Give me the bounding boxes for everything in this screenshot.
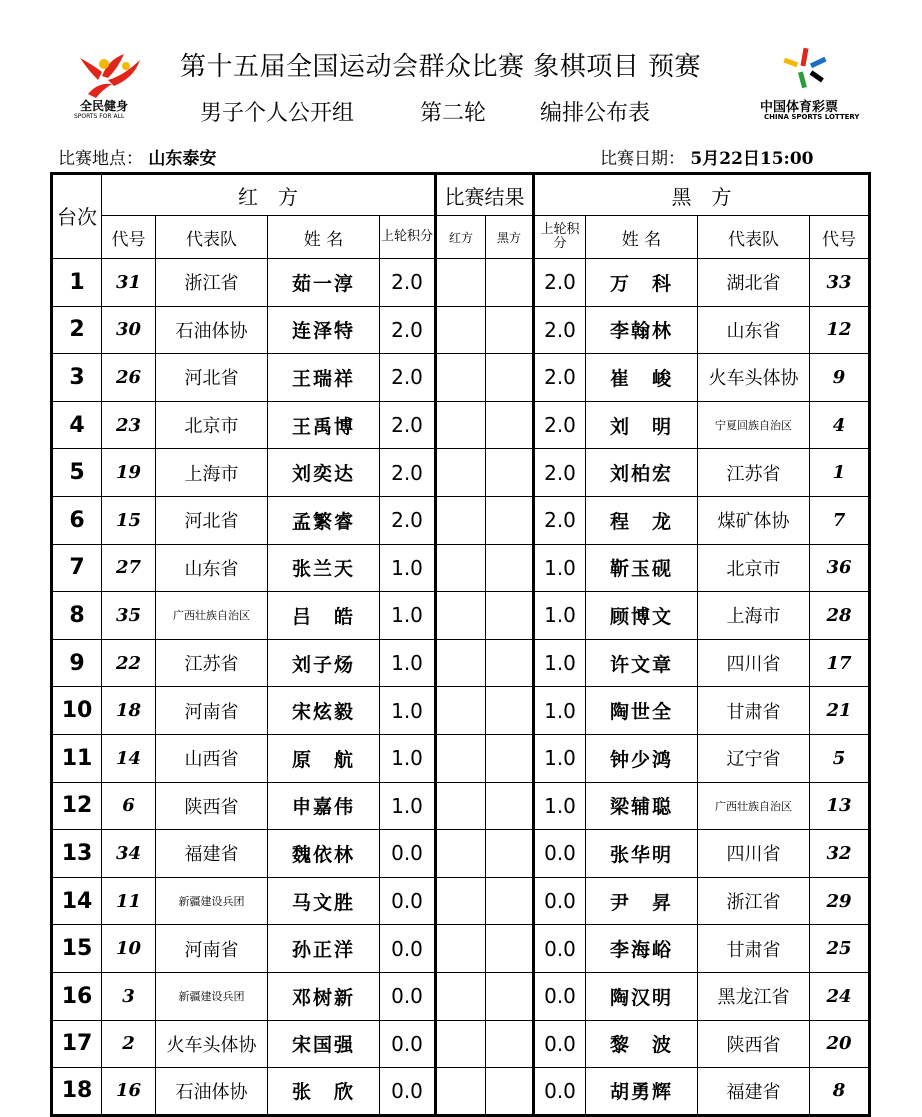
red-name: 刘子炀 [268,639,380,687]
result-black [486,401,534,449]
red-name: 连泽特 [268,306,380,354]
result-red [436,354,486,402]
table-no: 17 [52,1020,102,1068]
logo-left-caption: 全民健身 [80,99,129,113]
china-sports-lottery-logo [752,46,862,126]
red-code: 23 [102,401,156,449]
black-team: 江苏省 [698,449,810,497]
table-no: 12 [52,782,102,830]
black-prev-score: 1.0 [534,544,586,592]
header-table-no: 台次 [52,174,102,259]
table-row [52,1020,870,1068]
result-red [436,592,486,640]
black-team: 甘肃省 [698,687,810,735]
red-team: 石油体协 [156,306,268,354]
red-team: 新疆建设兵团 [156,877,268,925]
doc-type-label: 编排公布表 [540,101,651,126]
black-prev-score: 2.0 [534,259,586,307]
black-team: 浙江省 [698,877,810,925]
result-red [436,877,486,925]
result-black [486,496,534,544]
black-prev-score: 2.0 [534,354,586,402]
result-black [486,259,534,307]
result-red [436,782,486,830]
black-team: 煤矿体协 [698,496,810,544]
table-row [52,734,870,782]
result-red [436,544,486,592]
black-prev-score: 0.0 [534,830,586,878]
red-name: 茹一淳 [268,259,380,307]
red-code: 22 [102,639,156,687]
black-name: 张华明 [586,830,698,878]
black-team: 上海市 [698,592,810,640]
sports-for-all-icon [68,50,158,100]
red-code: 16 [102,1068,156,1116]
table-no: 14 [52,877,102,925]
table-no: 6 [52,496,102,544]
red-name: 宋炫毅 [268,687,380,735]
date-label: 比赛日期： [600,149,685,169]
header-red-team: 代表队 [156,216,268,259]
black-code: 1 [810,449,870,497]
red-code: 31 [102,259,156,307]
black-team: 四川省 [698,830,810,878]
result-black [486,877,534,925]
red-team: 陕西省 [156,782,268,830]
black-code: 25 [810,925,870,973]
table-no: 4 [52,401,102,449]
black-team: 甘肃省 [698,925,810,973]
header-black-prev: 上轮积分 [540,222,580,251]
black-team: 山东省 [698,306,810,354]
table-row [52,1068,870,1116]
table-no: 5 [52,449,102,497]
black-team: 北京市 [698,544,810,592]
red-prev-score: 0.0 [380,1068,436,1116]
red-prev-score: 2.0 [380,259,436,307]
result-black [486,544,534,592]
header-result: 比赛结果 [436,174,534,216]
red-name: 王瑞祥 [268,354,380,402]
black-name: 刘柏宏 [586,449,698,497]
header-red: 红 方 [102,174,436,216]
red-name: 孙正洋 [268,925,380,973]
table-row [52,877,870,925]
header-result-black: 黑方 [486,216,534,259]
black-prev-score: 2.0 [534,449,586,497]
date-value: 5月22日15:00 [690,149,814,169]
result-red [436,259,486,307]
table-row [52,925,870,973]
result-red [436,1068,486,1116]
black-prev-score: 1.0 [534,734,586,782]
logo-right-en: CHINA SPORTS LOTTERY [764,113,860,121]
black-team: 湖北省 [698,259,810,307]
red-prev-score: 2.0 [380,449,436,497]
result-black [486,449,534,497]
table-no: 3 [52,354,102,402]
result-black [486,306,534,354]
black-prev-score: 0.0 [534,1020,586,1068]
red-prev-score: 1.0 [380,639,436,687]
result-black [486,925,534,973]
result-red [436,306,486,354]
result-red [436,734,486,782]
red-prev-score: 0.0 [380,972,436,1020]
venue-value: 山东泰安 [148,149,217,169]
red-team: 上海市 [156,449,268,497]
table-no: 11 [52,734,102,782]
table-row [52,782,870,830]
table-no: 2 [52,306,102,354]
red-prev-score: 1.0 [380,687,436,735]
black-name: 钟少鸿 [586,734,698,782]
black-team: 陕西省 [698,1020,810,1068]
result-red [436,1020,486,1068]
black-code: 21 [810,687,870,735]
result-black [486,1068,534,1116]
table-row [52,830,870,878]
result-black [486,639,534,687]
venue-row [58,144,216,169]
red-prev-score: 0.0 [380,830,436,878]
black-code: 17 [810,639,870,687]
header-black-code: 代号 [810,216,870,259]
red-name: 刘奕达 [268,449,380,497]
table-row [52,687,870,735]
red-team: 北京市 [156,401,268,449]
result-red [436,687,486,735]
group-label: 男子个人公开组 [200,101,355,126]
black-name: 程 龙 [586,496,698,544]
black-team: 四川省 [698,639,810,687]
table-no: 8 [52,592,102,640]
black-prev-score: 2.0 [534,306,586,354]
result-black [486,592,534,640]
red-name: 原 航 [268,734,380,782]
red-prev-score: 2.0 [380,306,436,354]
table-no: 15 [52,925,102,973]
table-row [52,306,870,354]
black-name: 刘 明 [586,401,698,449]
header-result-red: 红方 [436,216,486,259]
black-prev-score: 1.0 [534,782,586,830]
table-no: 1 [52,259,102,307]
header-red-prev: 上轮积分 [380,229,433,244]
black-team: 火车头体协 [698,354,810,402]
table-row [52,449,870,497]
red-prev-score: 2.0 [380,401,436,449]
red-team: 新疆建设兵团 [156,972,268,1020]
black-team: 黑龙江省 [698,972,810,1020]
red-team: 山东省 [156,544,268,592]
black-code: 33 [810,259,870,307]
red-code: 11 [102,877,156,925]
black-name: 崔 峻 [586,354,698,402]
table-no: 13 [52,830,102,878]
red-code: 15 [102,496,156,544]
red-prev-score: 1.0 [380,592,436,640]
red-code: 19 [102,449,156,497]
red-team: 火车头体协 [156,1020,268,1068]
red-prev-score: 0.0 [380,877,436,925]
red-name: 孟繁睿 [268,496,380,544]
logo-right-caption: 中国体育彩票 [760,100,839,115]
red-name: 王禹博 [268,401,380,449]
red-prev-score: 2.0 [380,354,436,402]
red-prev-score: 1.0 [380,544,436,592]
red-name: 魏依林 [268,830,380,878]
red-prev-score: 1.0 [380,782,436,830]
black-prev-score: 1.0 [534,687,586,735]
table-row [52,639,870,687]
black-code: 13 [810,782,870,830]
result-red [436,496,486,544]
black-prev-score: 0.0 [534,972,586,1020]
red-team: 石油体协 [156,1068,268,1116]
result-red [436,830,486,878]
table-no: 7 [52,544,102,592]
black-code: 36 [810,544,870,592]
black-name: 万 科 [586,259,698,307]
black-team: 宁夏回族自治区 [698,401,810,449]
red-name: 宋国强 [268,1020,380,1068]
red-code: 10 [102,925,156,973]
red-code: 35 [102,592,156,640]
red-team: 河北省 [156,354,268,402]
header-black: 黑 方 [534,174,870,216]
black-code: 5 [810,734,870,782]
red-code: 27 [102,544,156,592]
black-team: 辽宁省 [698,734,810,782]
lottery-star-icon [752,46,862,94]
result-black [486,687,534,735]
venue-label: 比赛地点： [58,149,143,169]
red-team: 河南省 [156,687,268,735]
red-prev-score: 1.0 [380,734,436,782]
black-code: 8 [810,1068,870,1116]
black-prev-score: 2.0 [534,401,586,449]
table-row [52,592,870,640]
black-code: 9 [810,354,870,402]
red-team: 山西省 [156,734,268,782]
black-name: 靳玉砚 [586,544,698,592]
red-team: 广西壮族自治区 [156,592,268,640]
header-black-team: 代表队 [698,216,810,259]
black-prev-score: 1.0 [534,639,586,687]
black-name: 胡勇辉 [586,1068,698,1116]
red-code: 14 [102,734,156,782]
red-prev-score: 0.0 [380,925,436,973]
black-team: 福建省 [698,1068,810,1116]
black-name: 尹 昇 [586,877,698,925]
result-black [486,734,534,782]
black-name: 陶世全 [586,687,698,735]
header-black-name: 姓 名 [586,216,698,259]
black-code: 24 [810,972,870,1020]
result-red [436,972,486,1020]
table-no: 10 [52,687,102,735]
black-code: 4 [810,401,870,449]
table-row [52,972,870,1020]
result-red [436,639,486,687]
table-row [52,401,870,449]
pairing-table [50,172,871,1117]
table-row [52,544,870,592]
result-black [486,1020,534,1068]
table-row [52,496,870,544]
black-code: 12 [810,306,870,354]
table-no: 9 [52,639,102,687]
black-prev-score: 0.0 [534,1068,586,1116]
black-code: 28 [810,592,870,640]
result-black [486,782,534,830]
table-row [52,259,870,307]
table-no: 16 [52,972,102,1020]
black-prev-score: 0.0 [534,925,586,973]
red-code: 34 [102,830,156,878]
logo-left-en: SPORTS FOR ALL [74,113,125,120]
red-prev-score: 0.0 [380,1020,436,1068]
black-name: 许文章 [586,639,698,687]
red-code: 6 [102,782,156,830]
black-team: 广西壮族自治区 [698,782,810,830]
black-code: 7 [810,496,870,544]
red-name: 马文胜 [268,877,380,925]
black-name: 陶汉明 [586,972,698,1020]
red-name: 申嘉伟 [268,782,380,830]
result-black [486,830,534,878]
red-team: 河南省 [156,925,268,973]
red-team: 福建省 [156,830,268,878]
black-prev-score: 1.0 [534,592,586,640]
black-code: 20 [810,1020,870,1068]
result-black [486,354,534,402]
black-name: 顾博文 [586,592,698,640]
result-red [436,401,486,449]
sports-for-all-logo [68,50,158,126]
red-team: 浙江省 [156,259,268,307]
date-row [600,144,813,169]
table-row [52,354,870,402]
header-red-name: 姓 名 [268,216,380,259]
red-code: 3 [102,972,156,1020]
round-label: 第二轮 [420,101,487,126]
result-red [436,449,486,497]
red-name: 张兰天 [268,544,380,592]
result-red [436,925,486,973]
red-code: 26 [102,354,156,402]
red-name: 邓树新 [268,972,380,1020]
black-prev-score: 0.0 [534,877,586,925]
red-code: 2 [102,1020,156,1068]
header-red-code: 代号 [102,216,156,259]
black-name: 黎 波 [586,1020,698,1068]
page-title: 第十五届全国运动会群众比赛 象棋项目 预赛 [180,52,702,82]
red-team: 江苏省 [156,639,268,687]
black-code: 32 [810,830,870,878]
black-name: 李海峪 [586,925,698,973]
black-name: 梁辅聪 [586,782,698,830]
red-name: 张 欣 [268,1068,380,1116]
black-prev-score: 2.0 [534,496,586,544]
table-no: 18 [52,1068,102,1116]
black-name: 李翰林 [586,306,698,354]
red-team: 河北省 [156,496,268,544]
red-code: 18 [102,687,156,735]
red-prev-score: 2.0 [380,496,436,544]
red-code: 30 [102,306,156,354]
result-black [486,972,534,1020]
black-code: 29 [810,877,870,925]
red-name: 吕 皓 [268,592,380,640]
